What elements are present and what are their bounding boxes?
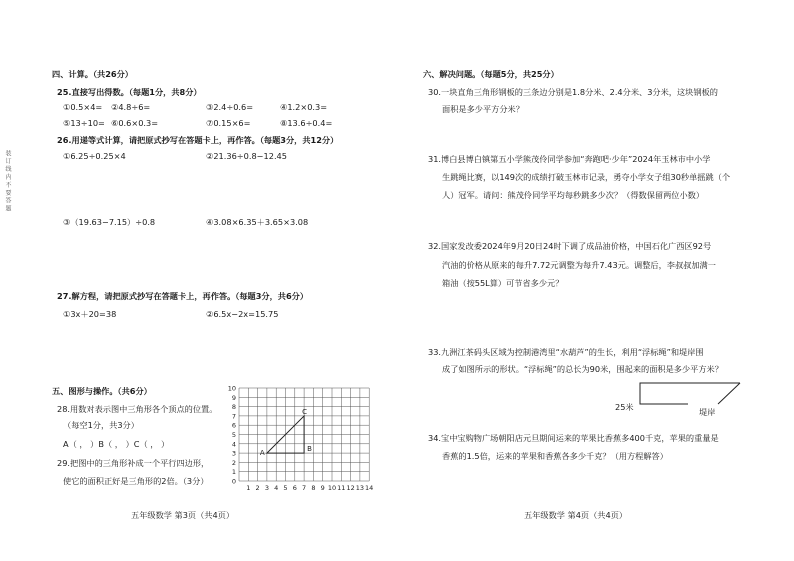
binding-margin-text: 装 订 线 内 不 要 答 题 (4, 150, 11, 212)
q26-item-4: ④3.08×6.35＋3.65×3.08 (206, 217, 309, 227)
q30-line-2: 面积是多少平方分米？ (442, 104, 524, 114)
q31-line-2: 生跳绳比赛，以149次的成绩打破玉林市记录，勇夺小学女子组30秒单摇跳（个 (442, 172, 731, 182)
y-tick-label: 2 (231, 458, 236, 467)
q25-item-1: ①0.5×4= (63, 102, 103, 112)
q29-line-1: 29.把图中的三角形补成一个平行四边形， (57, 458, 210, 468)
q26-item-3: ③（19.63−7.15）÷0.8 (63, 217, 156, 227)
section-6-title: 六、解决问题。（每题5分，共25分） (423, 69, 559, 79)
x-tick-label: 1 (246, 484, 251, 492)
q25-item-6: ⑥0.6×0.3= (111, 118, 159, 128)
q25-item-4: ④1.2×0.3= (280, 102, 328, 112)
q31-line-3: 人）冠军。请问：熊茂伶同学平均每秒跳多少次？（得数保留两位小数） (442, 190, 705, 200)
y-tick-label: 3 (231, 449, 236, 458)
y-tick-label: 4 (231, 440, 236, 449)
x-tick-label: 14 (365, 484, 374, 492)
q28-line-2: （每空1分，共3分） (63, 420, 139, 430)
x-tick-label: 7 (302, 484, 307, 492)
q25-title: 25.直接写出得数。（每题1分，共8分） (57, 87, 202, 97)
vertex-label-a: A (259, 449, 265, 458)
x-tick-label: 12 (346, 484, 355, 492)
y-tick-label: 7 (231, 412, 236, 421)
q34-line-1: 34.宝中宝购物广场朝阳店元旦期间运来的苹果比香蕉多400千克，苹果的重量是 (428, 433, 719, 443)
q33-trapezoid-figure (630, 380, 750, 420)
x-tick-label: 8 (311, 484, 316, 492)
q32-line-3: 箱油（按55L算）可节省多少元？ (442, 278, 564, 288)
q32-line-1: 32.国家发改委2024年9月20日24时下调了成品油价格，中国石化广西区92号 (428, 241, 712, 251)
vertex-label-c: C (302, 407, 307, 416)
q33-line-2: 成了如图所示的形状。“浮标绳”的总长为90米，围起来的面积是多少平方米？ (442, 364, 723, 374)
q26-title: 26.用递等式计算，请把原式抄写在答题卡上，再作答。（每题3分，共12分） (57, 135, 339, 145)
x-tick-label: 11 (337, 484, 346, 492)
x-tick-label: 5 (283, 484, 288, 492)
q30-line-1: 30.一块直角三角形钢板的三条边分别是1.8分米、2.4分米、3分米，这块钢板的 (428, 87, 718, 97)
section-5-title: 五、图形与操作。（共6分） (52, 386, 152, 396)
x-tick-label: 2 (255, 484, 260, 492)
q34-line-2: 香蕉的1.5倍，运来的苹果和香蕉各多少千克？（用方程解答） (442, 451, 668, 461)
q33-bank-label: 堤岸 (699, 407, 716, 417)
q32-line-2: 汽油的价格从原来的每升7.72元调整为每升7.43元。调整后，李叔叔加满一 (442, 260, 716, 270)
y-tick-label: 8 (231, 403, 236, 412)
q29-line-2: 使它的面积正好是三角形的2倍。（3分） (63, 476, 209, 486)
q27-title: 27.解方程，请把原式抄写在答题卡上，再作答。（每题3分，共6分） (57, 291, 309, 301)
q25-item-3: ③2.4÷0.6= (206, 102, 254, 112)
x-tick-label: 13 (355, 484, 365, 492)
q26-item-1: ①6.25÷0.25×4 (63, 151, 126, 161)
y-tick-label: 1 (231, 468, 236, 477)
y-tick-label: 10 (227, 384, 236, 393)
q25-item-8: ⑧13.6÷0.4= (280, 118, 333, 128)
y-tick-label: 6 (231, 421, 236, 430)
q31-line-1: 31.博白县博白镇第五小学熊茂伶同学参加“奔跑吧·少年”2024年玉林市中小学 (428, 154, 711, 164)
vertex-label-b: B (307, 445, 312, 454)
q28-line-1: 28.用数对表示图中三角形各个顶点的位置。 (57, 404, 218, 414)
x-tick-label: 4 (274, 484, 279, 492)
x-tick-label: 10 (327, 484, 337, 492)
section-4-title: 四、计算。（共26分） (52, 69, 133, 79)
q33-line-1: 33.九洲江茶码头区域为控制港湾里“水葫芦”的生长，利用“浮标绳”和堤岸围 (428, 347, 704, 357)
y-tick-label: 9 (231, 393, 236, 402)
q33-height-label: 25米 (615, 402, 634, 412)
q27-item-2: ②6.5x−2x=15.75 (206, 309, 279, 319)
x-tick-label: 6 (292, 484, 297, 492)
y-tick-label: 0 (231, 477, 236, 486)
right-page-footer: 五年级数学 第4页（共4页） (524, 510, 628, 520)
left-page-footer: 五年级数学 第3页（共4页） (131, 510, 235, 520)
y-tick-label: 5 (231, 431, 236, 439)
x-tick-label: 9 (320, 484, 325, 492)
q28-line-3: A（ ， ）B（ ， ）C（ ， ） (63, 439, 170, 449)
q25-item-5: ⑤13÷10= (63, 118, 105, 128)
q25-item-2: ②4.8÷6= (111, 102, 151, 112)
q26-item-2: ②21.36÷0.8−12.45 (206, 151, 287, 161)
q25-item-7: ⑦0.15×6= (206, 118, 251, 128)
x-tick-label: 3 (264, 484, 269, 492)
q27-item-1: ①3x＋20=38 (63, 309, 117, 319)
